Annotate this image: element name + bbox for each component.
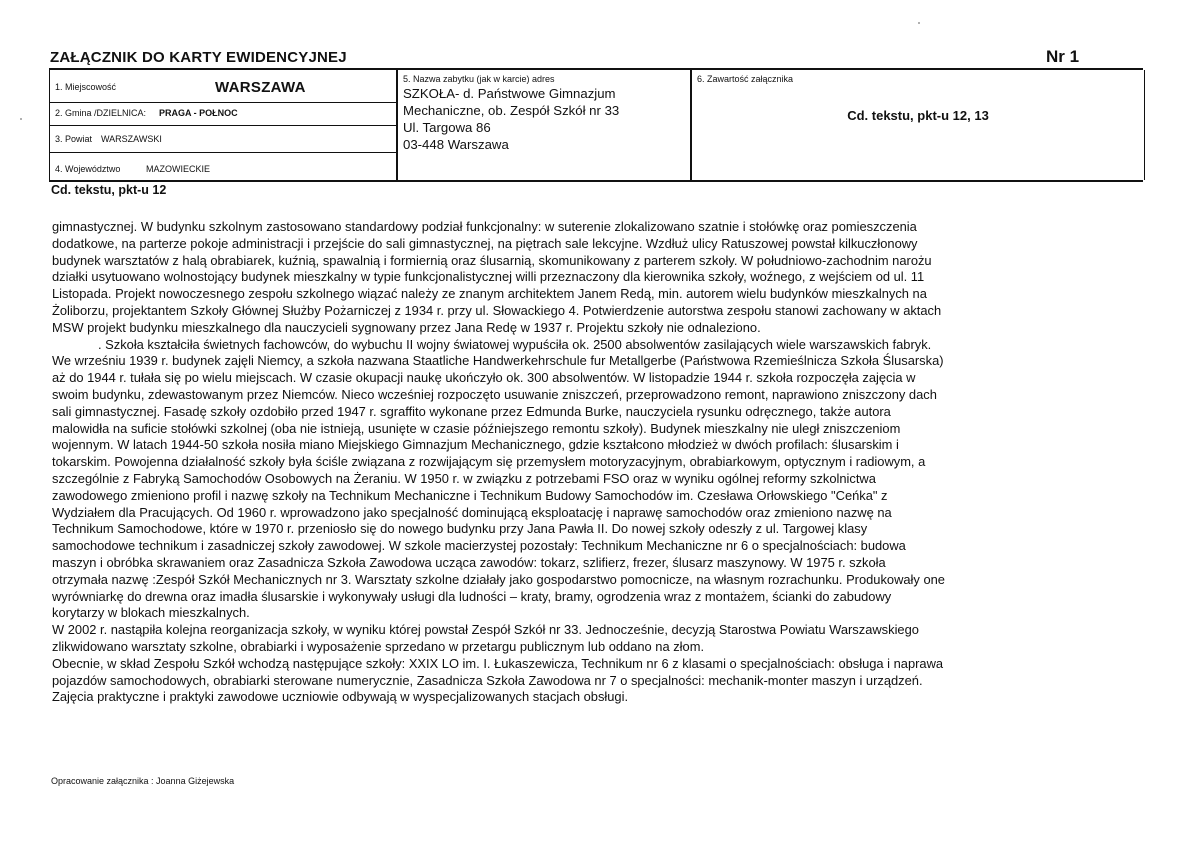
text-line: Żoliborzu, projektantem Szkoły Głównej Służby Pożarniczej z 1934 r. przy ul. Słowackiego 4. Potwierdzenie autorstwa zespołu stanowi zachowany w aktach [52,302,942,318]
scan-speck [918,22,920,24]
text-line: Listopada. Projekt nowoczesnego zespołu szkolnego wiązać należy ze znanym architektem Janem Redą, min. autorem wielu budynków mieszkalnych na [52,286,927,302]
body-text [52,219,1144,706]
wojewodztwo-label: 4. Województwo [55,164,121,174]
text-line: Wydziałem dla Pracujących. Od 1960 r. wprowadzono jako specjalność dominującą eksploatację i naprawę samochodów oraz zmieniono nazwę na [52,504,892,520]
scan-speck [20,118,22,120]
form-bottom-rule [49,180,1143,182]
text-line: swoim budynku, zdewastowanym przez Niemców. Nieco wcześniej rozpoczęto usuwanie zniszczeń, przeprowadzono remont, naprawiono zniszczony dach [52,386,937,402]
text-line: szczególnie z Fabryką Samochodów Osobowych na Żeraniu. W 1950 r. w związku z potrzebami FSO oraz w wyniku ogólnej reformy szkolnictwa [52,470,876,486]
zabytek-label: 5. Nazwa zabytku (jak w karcie) adres [403,74,555,84]
document-title: ZAŁĄCZNIK DO KARTY EWIDENCYJNEJ [50,49,347,66]
miejscowosc-value: WARSZAWA [215,79,306,96]
text-line: malowidła na suficie stołówki szkolnej (oba nie istnieją, usunięte w czasie późniejszego remontu szkoły). Budynek mieszkalny nie uległ zniszczeniom [52,420,901,436]
gmina-row [50,102,397,126]
powiat-label: 3. Powiat [55,134,93,144]
text-line: . Szkoła kształciła świetnych fachowców, do wybuchu II wojny światowej wypuściła ok. 2500 absolwentów zasilających wiele warszawskich fabryk. [98,336,932,352]
text-line: tokarskim. Powojenna działalność szkoły była ściśle związana z rozwijającym się przemysłem motoryzacyjnym, obrabiarkowym, optycznym i radiowym, a [52,454,926,470]
wojewodztwo-row [50,152,397,181]
address-line: Mechaniczne, ob. Zespół Szkół nr 33 [403,103,620,118]
text-line: maszyn i obróbka skrawaniem oraz Zasadnicza Szkoła Zawodowa ucząca zawodów: tokarz, szlifierz, frezer, ślusarz maszynowy. W 1975 r. szkoła [52,554,886,570]
text-line: wyrówniarkę do drewna oraz imadła ślusarskie i wykonywały usługi dla ludności – kraty, bramy, ogrodzenia wraz z montażem, ścianki do zabudowy [52,588,892,604]
text-line: Obecnie, w skład Zespołu Szkół wchodzą następujące szkoły: XXIX LO im. I. Łukaszewicza, Technikum nr 6 z klasami o specjalnościach: obsługa i naprawa [52,655,944,671]
zawartosc-label: 6. Zawartość załącznika [697,74,794,84]
text-line: Zajęcia praktyczne i praktyki zawodowe uczniowie odbywają w wyspecjalizowanych stacjach obsługi. [52,689,629,705]
monument-column [396,70,691,180]
text-line: pojazdów samochodowych, obrabiarki sterowane numerycznie, Zasadnicza Szkoła Zawodowa nr 7 o specjalności: mechanik-monter maszyn i urządzeń. [52,672,923,688]
location-column [49,70,397,180]
text-line: sali gimnastycznej. Fasadę szkoły ozdobiło przed 1947 r. sgraffito wykonane przez Edmunda Burke, nauczyciela rysunku odręcznego, także autora [52,403,891,419]
address-line: 03-448 Warszawa [403,137,509,152]
zawartosc-value: Cd. tekstu, pkt-u 12, 13 [847,108,989,123]
text-line: budynek warsztatów z halą obrabiarek, kuźnią, spawalnią i formiernią oraz ślusarnią, skomunikowany z parterem szkoły. W południowo-zachodnim narożu [52,252,932,268]
text-line: zlikwidowano warsztaty szkolne, obrabiarki i wyposażenie sprzedano w przetargu publicznym lub oddano na złom. [52,638,705,654]
section-title: Cd. tekstu, pkt-u 12 [51,183,167,197]
text-line: We wrześniu 1939 r. budynek zajęli Niemcy, a szkoła nazwana Staatliche Handwerkehrschule fur Metallgerbe (Państwowa Rzemieślnicza Szkoła Ślusarska) [52,353,944,369]
wojewodztwo-value: MAZOWIECKIE [146,164,211,174]
text-line: gimnastycznej. W budynku szkolnym zastosowano standardowy podział funkcjonalny: w suterenie zlokalizowano szatnie i stołówkę oraz pomieszczenia [52,219,917,234]
text-line: dodatkowe, na parterze pokoje administracji i przejście do sali gimnastycznej, na piętrach sale lekcyjne. Wzdłuż ulicy Ratuszowej powstał kilkuczłonowy [52,235,918,251]
text-line: W 2002 r. nastąpiła kolejna reorganizacja szkoły, w wyniku której powstał Zespół Szkół nr 33. Jednocześnie, decyzją Starostwa Powiatu Warszawskiego [52,622,919,638]
document-number: Nr 1 [1046,47,1080,66]
text-line: aż do 1944 r. tułała się po wielu miejscach. W czasie okupacji naukę ukończyło ok. 300 absolwentów. W listopadzie 1944 r. szkoła rozpoczęła zajęcia w [52,370,916,386]
record-form-table [49,70,1143,180]
text-line: Technikum Samochodowe, które w 1970 r. przeniosło się do nowego budynku przy Jana Pawła II. Do nowej szkoły odeszły z ul. Targowej klasy [52,521,868,537]
text-line: MSW projekt budynku mieszkalnego dla nauczycieli sygnowany przez Jana Redę w 1937 r. Projektu szkoły nie odnaleziono. [52,319,761,335]
text-line: wojennym. W latach 1944-50 szkoła nosiła miano Miejskiego Gimnazjum Mechanicznego, gdzie kształcono młodzież w dwóch profilach: ślusarskim i [52,437,899,453]
text-line: samochodowe technikum i zasadniczej szkoły zawodowej. W szkole macierzystej pozostały: Technikum Mechaniczne nr 6 o specjalnościach: budowa [52,538,906,554]
contents-column [690,70,1145,180]
text-line: zawodowego zmieniono profil i nazwę szkoły na Technikum Mechaniczne i Technikum Budowy Samochodów im. Czesława Orłowskiego "Ceńka" z [52,487,888,503]
address-line: Ul. Targowa 86 [403,120,491,135]
text-line: działki usytuowano wolnostojący budynek mieszkalny w typie funkcjonalistycznej willi przeznaczony dla kierownika szkoły, woźnego, z wejściem od ul. 11 [52,269,925,285]
gmina-value: PRAGA - POŁNOC [159,108,238,118]
miejscowosc-label: 1. Miejscowość [55,82,117,92]
address-line: SZKOŁA- d. Państwowe Gimnazjum [403,86,616,101]
text-line: otrzymała nazwę :Zespół Szkół Mechanicznych nr 3. Warsztaty szkolne działały jako gospodarstwo pomocnicze, na własnym rozrachunku. Produkowały one [52,571,945,587]
prepared-by: Opracowanie załącznika : Joanna Giżejewska [51,776,235,786]
miejscowosc-row [50,70,397,103]
text-line: korytarzy w blokach mieszkalnych. [52,605,250,621]
powiat-value: WARSZAWSKI [101,134,162,144]
zabytek-address [403,85,619,153]
powiat-row [50,125,397,153]
gmina-label: 2. Gmina /DZIELNICA: [55,108,147,118]
